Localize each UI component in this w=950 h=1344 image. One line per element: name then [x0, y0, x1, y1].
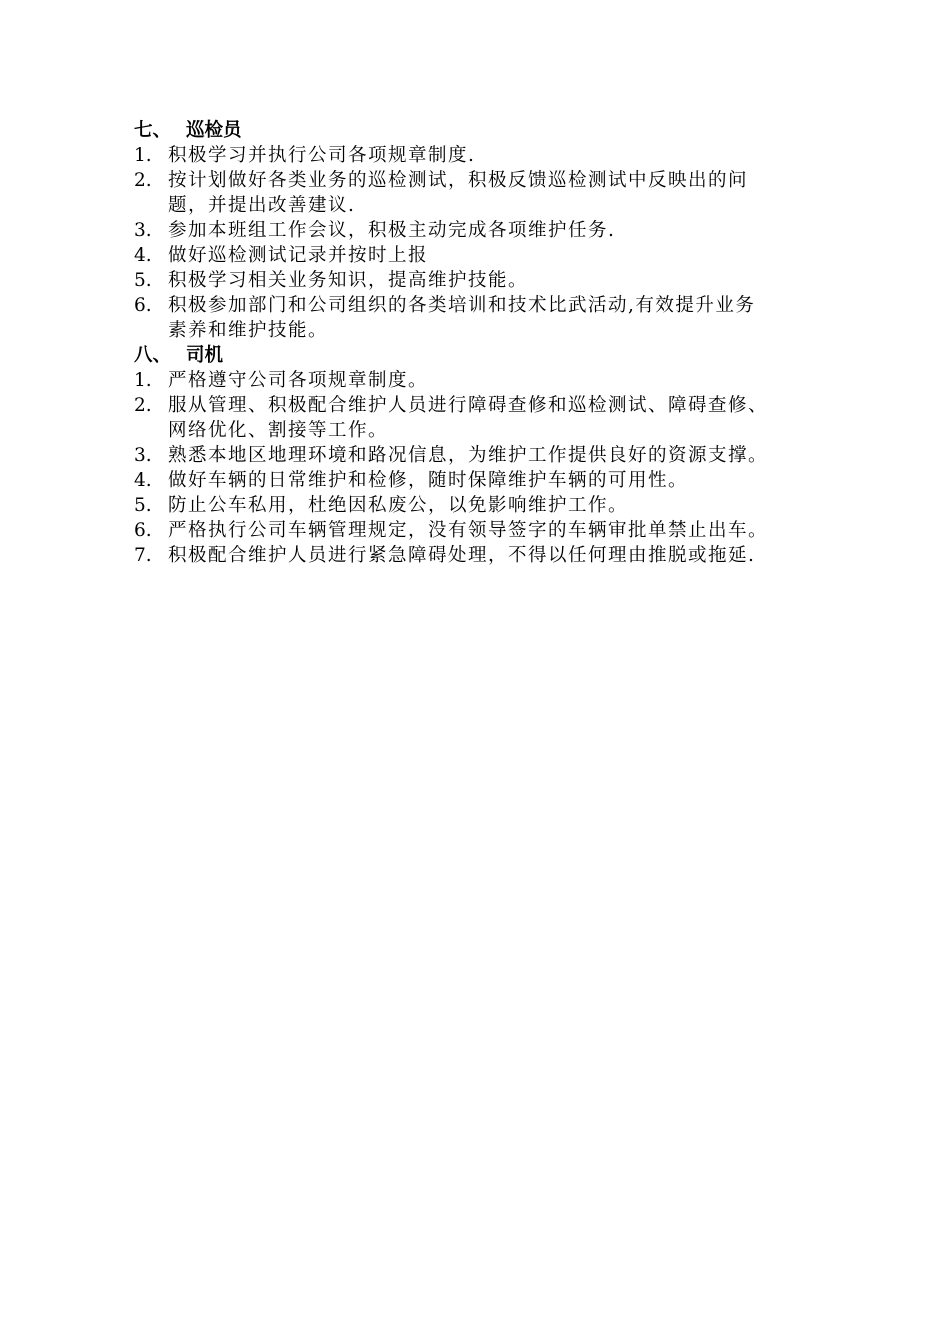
section-number: 八、	[134, 345, 172, 366]
item-text: 做好巡检测试记录并按时上报	[168, 245, 429, 266]
document-page	[134, 118, 854, 568]
section-title: 司机	[186, 345, 224, 366]
item-number: 6.	[134, 295, 152, 316]
item-text: 积极参加部门和公司组织的各类培训和技术比武活动,有效提升业务 素养和维护技能。	[168, 295, 756, 341]
item-text: 严格遵守公司各项规章制度。	[168, 370, 429, 391]
item-number: 4.	[134, 470, 152, 491]
item-text: 熟悉本地区地理环境和路况信息，为维护工作提供良好的资源支撑。	[168, 445, 769, 466]
item-number: 2.	[134, 395, 152, 416]
item-text: 服从管理、积极配合维护人员进行障碍查修和巡检测试、障碍查修、 网络优化、割接等工作。	[168, 395, 769, 441]
item-number: 1.	[134, 370, 152, 391]
item-number: 4.	[134, 245, 152, 266]
list-item	[134, 543, 854, 568]
item-text: 参加本班组工作会议，积极主动完成各项维护任务.	[168, 220, 616, 241]
item-number: 3.	[134, 445, 152, 466]
item-number: 5.	[134, 495, 152, 516]
list-item	[134, 293, 854, 343]
item-text: 积极学习相关业务知识，提高维护技能。	[168, 270, 529, 291]
section-driver	[134, 343, 854, 568]
item-number: 7.	[134, 545, 152, 566]
list-item	[134, 143, 854, 168]
item-number: 1.	[134, 145, 152, 166]
item-number: 2.	[134, 170, 152, 191]
item-text: 按计划做好各类业务的巡检测试，积极反馈巡检测试中反映出的问 题，并提出改善建议.	[168, 170, 749, 216]
item-text: 防止公车私用，杜绝因私废公，以免影响维护工作。	[168, 495, 629, 516]
item-number: 3.	[134, 220, 152, 241]
section-heading	[134, 118, 854, 143]
list-item	[134, 443, 854, 468]
section-title: 巡检员	[186, 120, 242, 141]
list-item	[134, 368, 854, 393]
item-text: 做好车辆的日常维护和检修，随时保障维护车辆的可用性。	[168, 470, 689, 491]
list-item	[134, 518, 854, 543]
item-number: 5.	[134, 270, 152, 291]
list-item	[134, 268, 854, 293]
section-number: 七、	[134, 120, 172, 141]
duty-list	[134, 368, 854, 568]
list-item	[134, 243, 854, 268]
item-text: 严格执行公司车辆管理规定，没有领导签字的车辆审批单禁止出车。	[168, 520, 769, 541]
list-item	[134, 493, 854, 518]
section-inspector	[134, 118, 854, 343]
item-text: 积极学习并执行公司各项规章制度.	[168, 145, 476, 166]
duty-list	[134, 143, 854, 343]
list-item	[134, 218, 854, 243]
section-heading	[134, 343, 854, 368]
item-number: 6.	[134, 520, 152, 541]
list-item	[134, 393, 854, 443]
list-item	[134, 468, 854, 493]
item-text: 积极配合维护人员进行紧急障碍处理，不得以任何理由推脱或拖延.	[168, 545, 756, 566]
list-item	[134, 168, 854, 218]
